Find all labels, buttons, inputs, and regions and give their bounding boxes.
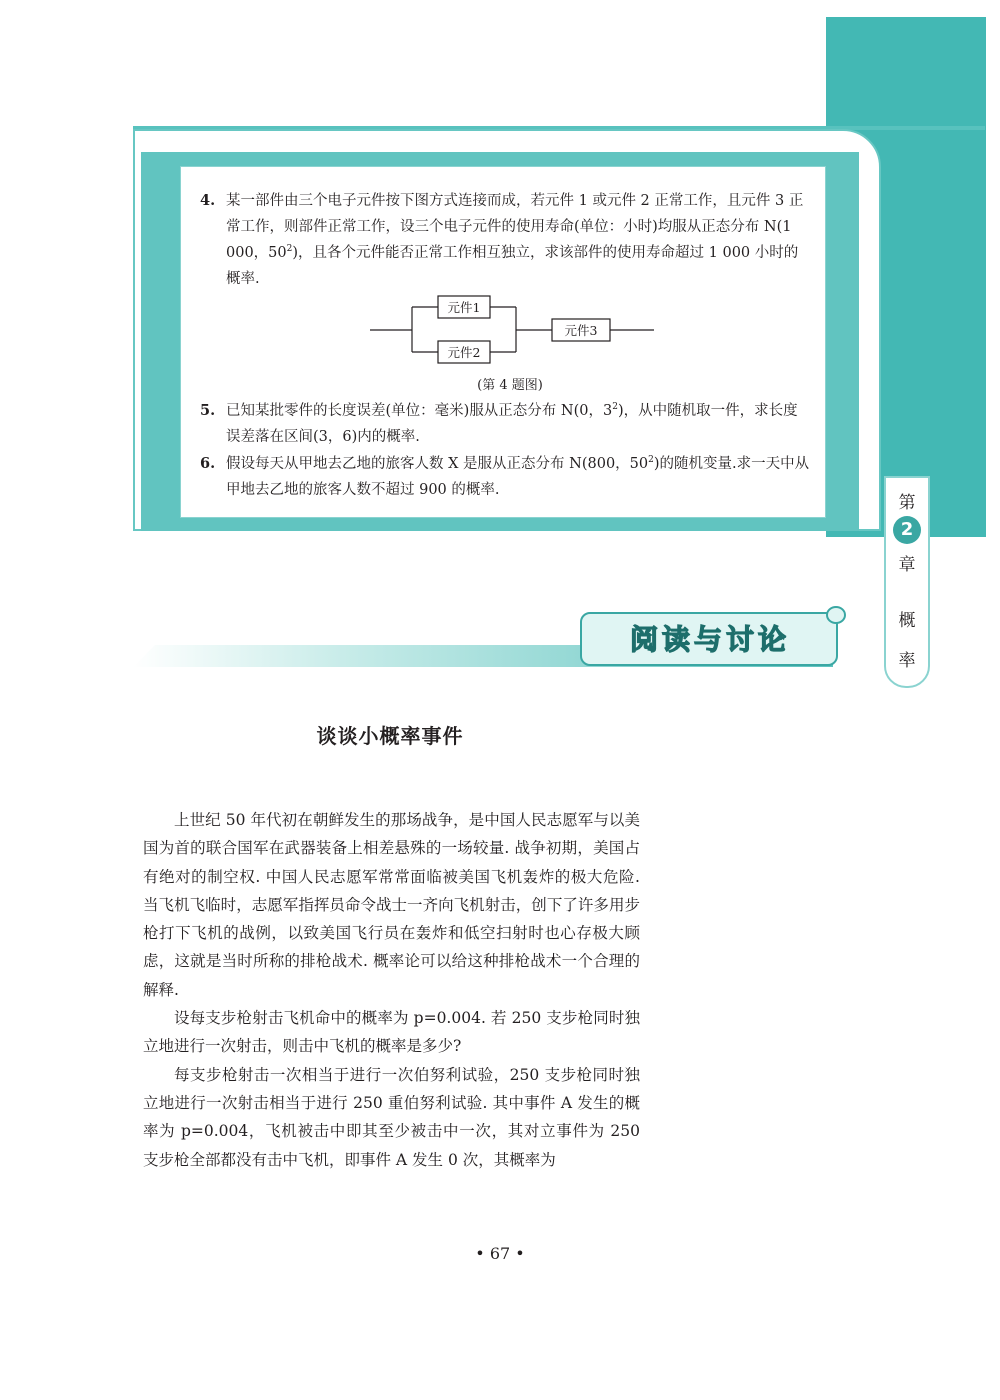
exercise-text-end: )，且各个元件能否正常工作相互独立，求该部件的使用寿命超过 1 000 小时的概率. — [226, 245, 799, 287]
scroll-curl-ornament — [826, 606, 846, 624]
exercise-text: 某一部件由三个电子元件按下图方式连接而成，若元件 1 或元件 2 正常工作，且元件 3 正常工作，则部件正常工作，设三个电子元件的使用寿命(单位：小时)均服从正态分布 — [226, 193, 804, 235]
exercise-text: 已知某批零件的长度误差(单位：毫米)服从正态分布 — [226, 403, 561, 419]
chapter-name-char-1: 概 — [898, 611, 916, 631]
chapter-suffix: 章 — [898, 555, 916, 575]
exercise-number: 5. — [200, 402, 216, 419]
exercise-5 — [200, 398, 810, 450]
exercise-number: 6. — [200, 455, 216, 472]
exercise-text-end: )，从中随机取一件，求长度误差落在区间(3，6)内的概率. — [226, 403, 798, 445]
exercise-text: 假设每天从甲地去乙地的旅客人数 X 是服从正态分布 — [226, 456, 570, 472]
circuit-diagram — [370, 290, 660, 370]
chapter-side-tab — [884, 476, 930, 688]
exercise-formula: N(800，50 — [569, 456, 649, 472]
paragraph: 上世纪 50 年代初在朝鲜发生的那场战争，是中国人民志愿军与以美国为首的联合国军在武器装备上相差悬殊的一场较量. 战争初期，美国占有绝对的制空权. 中国人民志愿军常常面临被美国飞机轰炸的极大危险. 当飞机飞临时，志愿军指挥员命令战士一齐向飞机射击，创下了许多用步枪打下飞机的战例，以致美国飞行员在轰炸和低空扫射时也心存极大顾虑，这就是当时所称的排枪战术. 概率论可以给这种排枪战术一个合理的解释. — [143, 811, 640, 999]
exercise-4 — [200, 188, 810, 292]
exercise-6 — [200, 451, 810, 503]
figure-caption: (第 4 题图) — [477, 378, 543, 393]
exercise-number: 4. — [200, 192, 216, 209]
chapter-prefix: 第 — [898, 493, 916, 513]
exercise-superscript: 2 — [612, 402, 618, 412]
exercise-text-end: )的随机变量.求一天中从甲地去乙地的旅客人数不超过 900 的概率. — [226, 456, 810, 498]
exercise-formula: N(0，3 — [560, 403, 613, 419]
section-banner-title: 阅读与讨论 — [629, 623, 790, 656]
component-2-label: 元件2 — [447, 345, 481, 360]
chapter-name-char-2: 率 — [898, 651, 916, 671]
chapter-number-badge: 2 — [893, 516, 921, 544]
paragraph: 设每支步枪射击飞机命中的概率为 p=0.004. 若 250 支步枪同时独立地进行一次射击，则击中飞机的概率是多少? — [143, 1009, 640, 1056]
exercise-superscript: 2 — [286, 244, 293, 254]
reading-body — [143, 806, 640, 1174]
exercise-formula: N(1 000，50 — [226, 219, 792, 261]
component-3-label: 元件3 — [564, 323, 598, 338]
paragraph: 每支步枪射击一次相当于进行一次伯努利试验，250 支步枪同时独立地进行一次射击相当于进行 250 重伯努利试验. 其中事件 A 发生的概率为 p=0.004，飞机被击中即其至少被击中一次，其对立事件为 250 支步枪全部都没有击中飞机，即事件 A 发生 0 次，其概率为 — [143, 1065, 640, 1169]
exercise-superscript: 2 — [648, 455, 654, 465]
reading-title: 谈谈小概率事件 — [316, 724, 464, 748]
page-number: • 67 • — [475, 1244, 525, 1263]
component-1-label: 元件1 — [447, 300, 481, 315]
